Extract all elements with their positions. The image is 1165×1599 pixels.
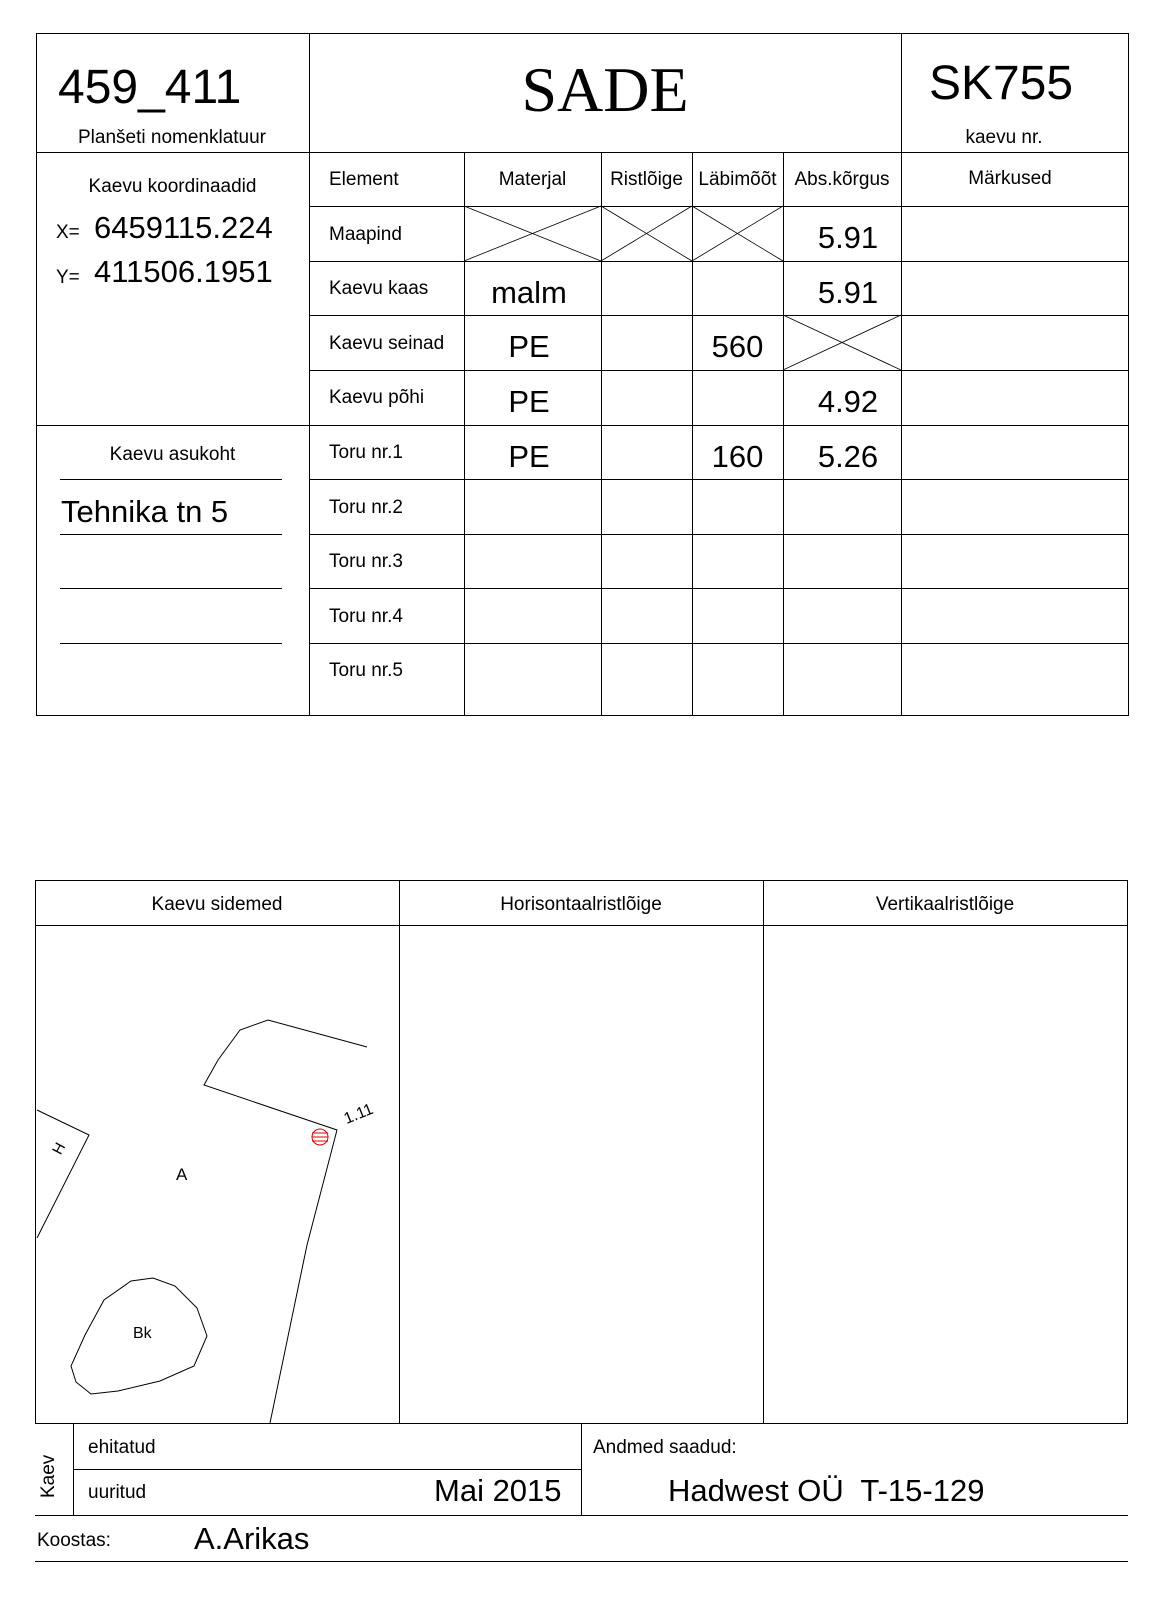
col-header-abs-height: Abs.kõrgus — [794, 169, 890, 190]
distance-label: 1.11 — [341, 1100, 376, 1128]
table-row-material: malm — [491, 275, 567, 310]
area-label-h: H — [49, 1139, 70, 1158]
table-row-element: Toru nr.4 — [329, 606, 403, 627]
x-coordinate-label: X= — [56, 222, 80, 243]
nomenclature-value: 459_411 — [58, 61, 242, 114]
table-row-element: Maapind — [329, 224, 402, 245]
table-row-element: Kaevu seinad — [329, 333, 445, 354]
surveyed-date: Mai 2015 — [434, 1473, 562, 1508]
well-number: SK755 — [928, 57, 1074, 110]
table-row-element: Toru nr.2 — [329, 497, 403, 518]
table-row-material: PE — [508, 384, 550, 419]
col-header-notes: Märkused — [968, 168, 1052, 189]
table-row-element: Kaevu kaas — [329, 278, 429, 299]
table-row-diameter: 160 — [711, 439, 764, 474]
surveyed-label: uuritud — [88, 1482, 147, 1503]
compiled-label: Koostas: — [37, 1530, 111, 1551]
x-coordinate-value: 6459115.224 — [94, 210, 273, 245]
well-marker-icon — [312, 1129, 328, 1145]
document-title: SADE — [521, 54, 689, 125]
section-vertical-title: Vertikaalristlõige — [875, 894, 1015, 915]
y-coordinate-label: Y= — [56, 267, 80, 288]
compiled-by: A.Arikas — [194, 1521, 310, 1556]
table-row-abs-height: 4.92 — [817, 384, 879, 419]
table-row-element: Toru nr.5 — [329, 660, 403, 681]
table-row-abs-height: 5.91 — [817, 220, 879, 255]
table-row-abs-height: 5.26 — [817, 439, 879, 474]
col-header-element: Element — [329, 169, 399, 190]
section-horizontal-title: Horisontaalristlõige — [500, 894, 662, 915]
col-header-cross-section: Ristlõige — [610, 169, 683, 190]
coordinates-label: Kaevu koordinaadid — [88, 176, 257, 197]
nomenclature-label: Planšeti nomenklatuur — [78, 127, 266, 148]
data-source-label: Andmed saadud: — [593, 1437, 737, 1458]
area-label-bk: Bk — [133, 1325, 152, 1342]
table-row-diameter: 560 — [711, 329, 764, 364]
area-label-a: A — [176, 1165, 188, 1184]
table-row-abs-height: 5.91 — [817, 275, 879, 310]
col-header-diameter: Läbimõõt — [698, 169, 777, 190]
y-coordinate-value: 411506.1951 — [94, 254, 273, 289]
col-header-material: Materjal — [498, 169, 567, 190]
side-label-kaev: Kaev — [38, 1454, 59, 1498]
location-address: Tehnika tn 5 — [61, 494, 229, 529]
table-row-element: Kaevu põhi — [329, 387, 425, 408]
built-label: ehitatud — [88, 1437, 156, 1458]
section-connections-title: Kaevu sidemed — [151, 894, 283, 915]
table-row-material: PE — [508, 329, 550, 364]
area-h-outline — [37, 1110, 89, 1238]
well-number-label: kaevu nr. — [965, 127, 1043, 148]
table-row-element: Toru nr.3 — [329, 551, 403, 572]
table-row-element: Toru nr.1 — [329, 442, 403, 463]
table-row-material: PE — [508, 439, 550, 474]
building-outline — [204, 1020, 367, 1423]
data-source: Hadwest OÜ T-15-129 — [668, 1473, 985, 1508]
location-label: Kaevu asukoht — [109, 444, 236, 465]
